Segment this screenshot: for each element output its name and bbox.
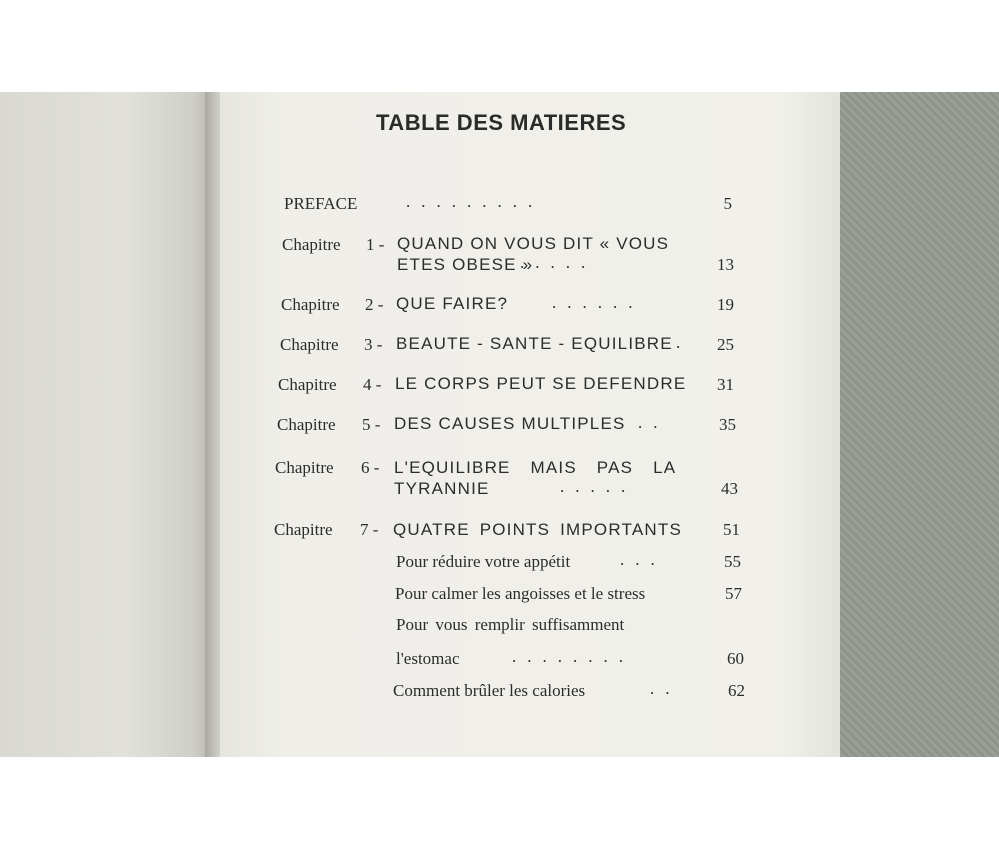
chapter-1-title-cont: ETES OBESE » bbox=[397, 255, 534, 274]
chapter-3-page: 25 bbox=[717, 335, 734, 354]
leader-dots: .. bbox=[638, 413, 669, 432]
chapter-1-number: 1 - bbox=[366, 235, 385, 254]
chapter-3-number: 3 - bbox=[364, 335, 383, 354]
chapter-5-number: 5 - bbox=[362, 415, 381, 434]
subsection-1-page: 55 bbox=[724, 552, 741, 571]
chapter-7-prefix: Chapitre bbox=[274, 520, 333, 539]
chapter-6-number: 6 - bbox=[361, 458, 380, 477]
leader-dots: ........ bbox=[512, 647, 634, 666]
chapter-6-title-cont: TYRANNIE bbox=[394, 479, 490, 498]
chapter-2-title: QUE FAIRE? bbox=[396, 294, 509, 313]
chapter-4-prefix: Chapitre bbox=[278, 375, 337, 394]
subsection-4-page: 62 bbox=[728, 681, 745, 700]
chapter-5-prefix: Chapitre bbox=[277, 415, 336, 434]
chapter-1-title: QUAND ON VOUS DIT « VOUS bbox=[397, 234, 670, 253]
toc-page bbox=[220, 92, 840, 757]
leader-dots: ..... bbox=[520, 253, 597, 272]
chapter-2-page: 19 bbox=[717, 295, 734, 314]
chapter-6-title: L'EQUILIBRE MAIS PAS LA bbox=[394, 458, 677, 477]
leader-dots: ...... bbox=[552, 293, 644, 312]
chapter-2-prefix: Chapitre bbox=[281, 295, 340, 314]
leader-dots: . bbox=[676, 333, 692, 352]
subsection-3-label: Pour vous remplir suffisamment bbox=[396, 615, 625, 634]
leader-dots: .. bbox=[650, 679, 681, 698]
subsection-2-label: Pour calmer les angoisses et le stress bbox=[395, 584, 646, 603]
chapter-3-title: BEAUTE - SANTE - EQUILIBRE bbox=[396, 334, 673, 353]
page-title: TABLE DES MATIERES bbox=[376, 110, 627, 135]
preface-page: 5 bbox=[723, 194, 732, 213]
chapter-4-title: LE CORPS PEUT SE DEFENDRE bbox=[395, 374, 687, 393]
chapter-5-page: 35 bbox=[719, 415, 736, 434]
leader-dots: ......... bbox=[406, 192, 544, 211]
subsection-1-label: Pour réduire votre appétit bbox=[396, 552, 571, 571]
chapter-7-title: QUATRE POINTS IMPORTANTS bbox=[393, 520, 682, 539]
chapter-2-number: 2 - bbox=[365, 295, 384, 314]
subsection-3-label-cont: l'estomac bbox=[396, 649, 460, 668]
leader-dots: ... bbox=[620, 550, 666, 569]
chapter-1-page: 13 bbox=[717, 255, 734, 274]
subsection-2-page: 57 bbox=[725, 584, 742, 603]
book-photo bbox=[0, 92, 999, 757]
chapter-6-prefix: Chapitre bbox=[275, 458, 334, 477]
chapter-7-page: 51 bbox=[723, 520, 740, 539]
chapter-6-page: 43 bbox=[721, 479, 738, 498]
chapter-7-number: 7 - bbox=[360, 520, 379, 539]
preface-label: PREFACE bbox=[284, 194, 358, 213]
chapter-4-page: 31 bbox=[717, 375, 734, 394]
cloth-background bbox=[838, 92, 999, 757]
subsection-3-page: 60 bbox=[727, 649, 744, 668]
chapter-4-number: 4 - bbox=[363, 375, 382, 394]
left-page-faded-text bbox=[19, 132, 26, 152]
subsection-4-label: Comment brûler les calories bbox=[393, 681, 586, 700]
leader-dots: ..... bbox=[560, 477, 637, 496]
chapter-1-prefix: Chapitre bbox=[282, 235, 341, 254]
left-page bbox=[0, 92, 210, 757]
chapter-5-title: DES CAUSES MULTIPLES bbox=[394, 414, 626, 433]
chapter-3-prefix: Chapitre bbox=[280, 335, 339, 354]
